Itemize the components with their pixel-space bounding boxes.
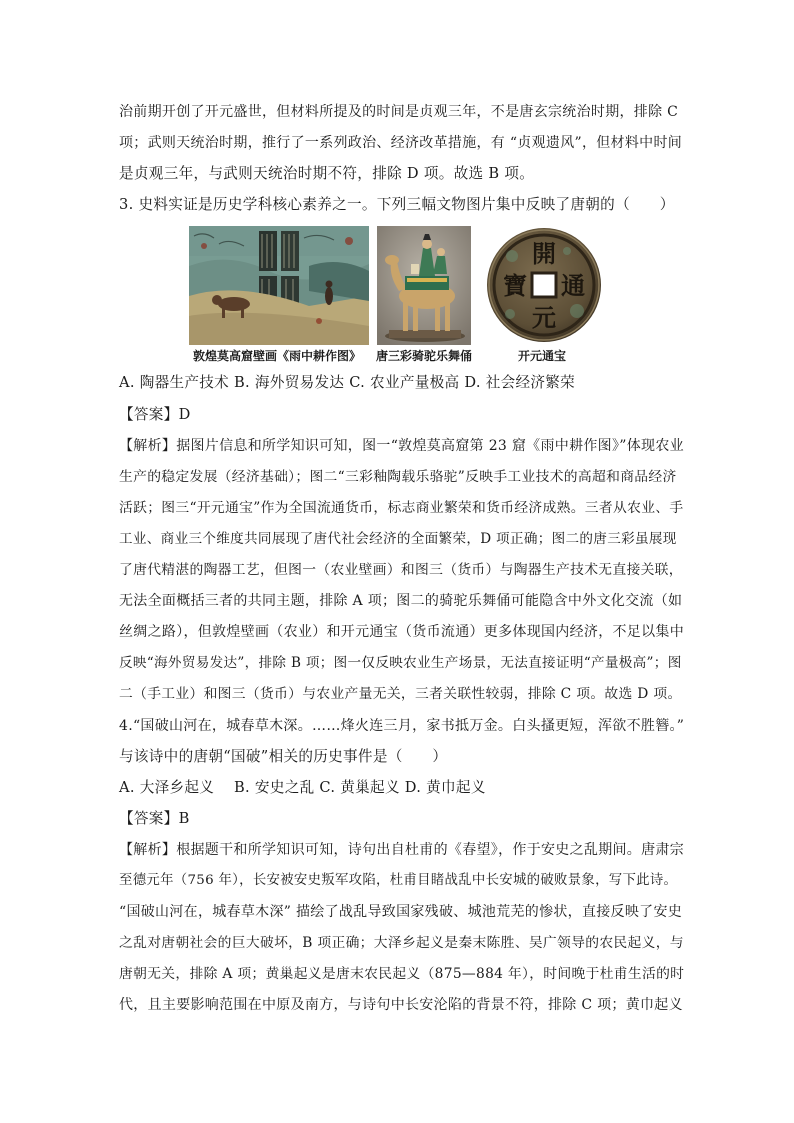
analysis-line: 丝绸之路），但敦煌壁画（农业）和开元通宝（货币流通）更多体现国内经济，不足以集中 [119,624,684,640]
analysis-line: 唐朝无关，排除 A 项；黄巢起义是唐末农民起义（875—884 年），时间晚于杜甫生活的时 [119,966,685,982]
text-line: 是贞观三年，与武则天统治时期不符，排除 D 项。故选 B 项。 [119,165,535,182]
coin-char-top: 開 [532,239,556,268]
coin-char-bottom: 元 [532,303,556,332]
answer-label: 【答案】D [119,406,191,423]
kaiyuan-coin-image [482,226,606,345]
coin-caption: 开元通宝 [518,349,567,363]
answer-label: 【答案】B [119,810,190,827]
question-4-stem: 4.“国破山河在，城春草木深。……烽火连三月，家书抵万金。白头搔更短，浑欲不胜簪。” [119,718,685,734]
analysis-line: 反映“海外贸易发达”，排除 B 项；图一仅反映农业生产场景，无法直接证明“产量极高”；图 [119,655,682,671]
text-line: 治前期开创了开元盛世，但材料所提及的时间是贞观三年，不是唐玄宗统治时期，排除 C [119,104,679,120]
question-3-options: A. 陶器生产技术 B. 海外贸易发达 C. 农业产量极高 D. 社会经济繁荣 [119,374,576,391]
analysis-line: 无法全面概括三者的共同主题，排除 A 项；图二的骑驼乐舞俑可能隐含中外文化交流（如 [119,593,683,609]
analysis-line: 二（手工业）和图三（货币）与农业产量无关，三者关联性较弱，排除 C 项。故选 D 项。 [119,686,682,702]
mural-painting-image [189,226,369,345]
camel-caption: 唐三彩骑驼乐舞俑 [376,349,473,363]
question-3-stem: 3. 史料实证是历史学科核心素养之一。下列三幅文物图片集中反映了唐朝的（ ） [119,196,675,213]
analysis-line: 工业、商业三个维度共同展现了唐代社会经济的全面繁荣，D 项正确；图二的唐三彩虽展现 [119,531,677,547]
analysis-line: 了唐代精湛的陶器工艺，但图一（农业壁画）和图三（货币）与陶器生产技术无直接关联， [119,562,683,578]
analysis-line: 代，且主要影响范围在中原及南方，与诗句中长安沦陷的背景不符，排除 C 项；黄巾起义 [119,997,683,1013]
coin-char-left: 寶 [503,271,527,300]
analysis-line: 活跃；图三“开元通宝”作为全国流通货币，标志商业繁荣和货币经济成熟。三者从农业、手 [119,500,684,516]
question-4-stem: 与该诗中的唐朝“国破”相关的历史事件是（ ） [119,748,448,765]
text-line: 项；武则天统治时期，推行了一系列政治、经济改革措施，有 “贞观遗风”，但材料中时间 [119,135,683,151]
coin-char-right: 通 [561,271,585,300]
analysis-line: 至德元年（756 年），长安被安史叛军攻陷，杜甫目睹战乱中长安城的破败景象，写下此诗。 [119,873,678,888]
analysis-line: 【解析】据图片信息和所学知识可知，图一“敦煌莫高窟第 23 窟《雨中耕作图》”体现农业 [119,438,684,454]
sancai-camel-image [377,226,471,345]
analysis-line: 【解析】根据题干和所学知识可知，诗句出自杜甫的《春望》，作于安史之乱期间。唐肃宗 [119,842,684,858]
analysis-line: “国破山河在，城春草木深” 描绘了战乱导致国家残破、城池荒芜的惨状，直接反映了安史 [119,904,683,920]
analysis-line: 生产的稳定发展（经济基础）；图二“三彩釉陶载乐骆驼”反映手工业技术的高超和商品经济 [119,469,677,485]
question-4-options: A. 大泽乡起义 B. 安史之乱 C. 黄巢起义 D. 黄巾起义 [119,779,486,796]
analysis-line: 之乱对唐朝社会的巨大破坏，B 项正确；大泽乡起义是秦末陈胜、吴广领导的农民起义，与 [119,935,684,951]
mural-caption: 敦煌莫高窟壁画《雨中耕作图》 [193,349,362,363]
